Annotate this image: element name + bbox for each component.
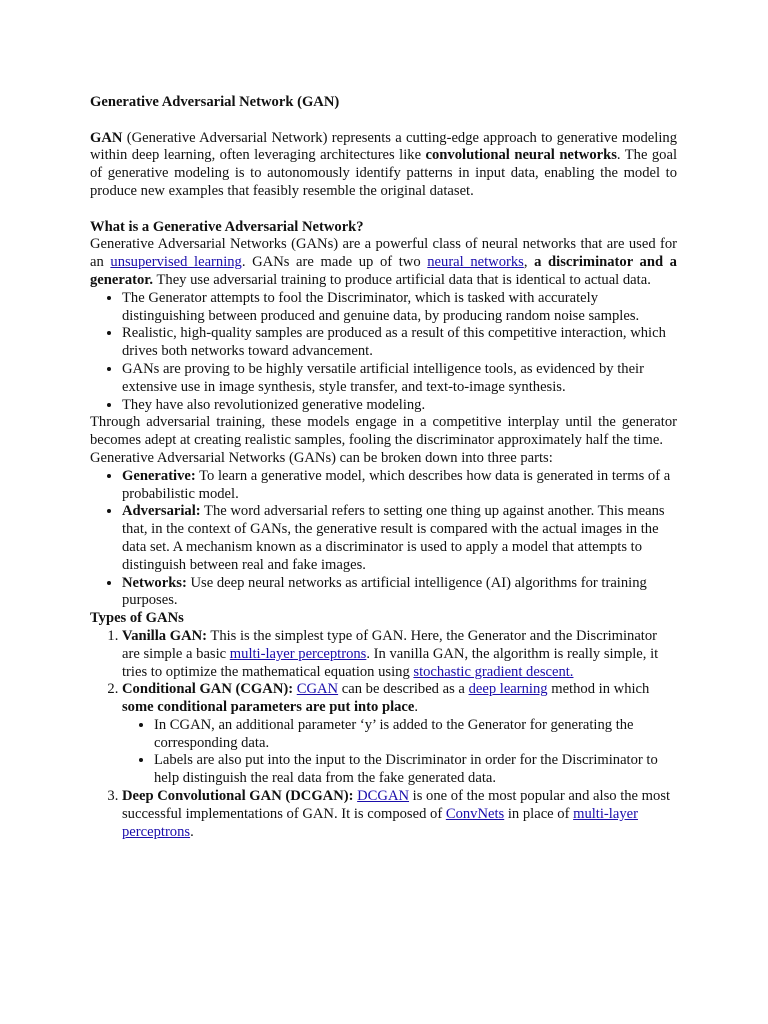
list-item: • Labels are also put into the input to the Discriminator in order for the Discriminator to help distinguish the real data from the fake generated data.	[154, 752, 677, 788]
link-deep-learning[interactable]: deep learning	[468, 681, 548, 698]
what-paragraph: Generative Adversarial Networks (GANs) are a powerful class of neural networks that are used for an unsupervised learning. GANs are made up of two neural networks, a discriminator and a generator. They use adversarial training to produce artificial data that is identical to actual data.	[90, 236, 677, 288]
section-heading-types: Types of GANs	[90, 610, 184, 627]
list-item: • They have also revolutionized generative modeling.	[122, 397, 677, 415]
intro-paragraph: GAN (Generative Adversarial Network) represents a cutting-edge approach to generative modeling within deep learning, often leveraging architectures like convolutional neural networks. The goal of generative modeling is to autonomously identify patterns in input data, enabling the model to produce new examples that feasibly resemble the original dataset.	[90, 129, 678, 199]
list-item: • GANs are proving to be highly versatile artificial intelligence tools, as evidenced by their extensive use in image synthesis, style transfer, and text-to-image synthesis.	[122, 361, 677, 397]
cgan-details-list	[122, 717, 677, 788]
list-item-cgan: 2. Conditional GAN (CGAN): CGAN can be described as a deep learning method in which some conditional parameters are put into place. • In CGAN, an additional parameter ‘y’ is added to the Generator for generating the corresponding data. • Labels are also put into the input to the Discriminator in order for the Discriminator to help distinguish the real data from the fake generated data.	[122, 681, 677, 788]
document-title: Generative Adversarial Network (GAN)	[90, 94, 340, 110]
link-neural-networks[interactable]: neural networks	[427, 254, 524, 271]
gan-types-list	[90, 628, 677, 842]
gan-facts-list	[90, 290, 677, 415]
parts-intro: Generative Adversarial Networks (GANs) can be broken down into three parts:	[90, 449, 553, 466]
list-item: • Realistic, high-quality samples are produced as a result of this competitive interaction, which drives both networks toward advancement.	[122, 325, 677, 361]
link-convnets[interactable]: ConvNets	[445, 805, 505, 822]
list-item-dcgan: 3. Deep Convolutional GAN (DCGAN): DCGAN is one of the most popular and also the most successful implementations of GAN. It is composed of ConvNets in place of multi-layer perceptrons.	[122, 788, 677, 841]
list-item: • The Generator attempts to fool the Discriminator, which is tasked with accurately distinguishing between produced and genuine data, by producing random noise samples.	[122, 290, 677, 326]
list-item-vanilla-gan: 1. Vanilla GAN: This is the simplest type of GAN. Here, the Generator and the Discriminator are simple a basic multi-layer perceptrons. In vanilla GAN, the algorithm is really simple, it tries to optimize the mathematical equation using stochastic gradient descent.	[122, 628, 677, 681]
link-multi-layer-perceptrons[interactable]: multi-layer perceptrons	[229, 645, 367, 662]
gan-parts-list	[90, 468, 677, 610]
link-stochastic-gradient-descent[interactable]: stochastic gradient descent.	[413, 663, 574, 680]
list-item: • In CGAN, an additional parameter ‘y’ is added to the Generator for generating the corresponding data.	[154, 717, 677, 753]
link-unsupervised-learning[interactable]: unsupervised learning	[110, 254, 242, 271]
link-cgan[interactable]: CGAN	[296, 681, 339, 698]
intro-cnn-term: convolutional neural networks	[425, 147, 617, 164]
intro-gan-term: GAN	[90, 129, 123, 146]
section-heading-what: What is a Generative Adversarial Network?	[90, 218, 364, 235]
link-dcgan[interactable]: DCGAN	[357, 788, 410, 805]
list-item: • Networks: Use deep neural networks as artificial intelligence (AI) algorithms for training purposes.	[122, 575, 677, 611]
list-item: • Adversarial: The word adversarial refers to setting one thing up against another. This means that, in the context of GANs, the generative result is compared with the actual images in the data set. A mechanism known as a discriminator is used to apply a model that attempts to distinguish between real and fake images.	[122, 503, 677, 574]
list-item: • Generative: To learn a generative model, which describes how data is generated in terms of a probabilistic model.	[122, 468, 677, 504]
adversarial-training-paragraph: Through adversarial training, these models engage in a competitive interplay until the generator becomes adept at creating realistic samples, fooling the discriminator approximately half the time.	[90, 414, 677, 449]
link-multi-layer-perceptrons-2[interactable]: multi-layer perceptrons	[122, 805, 638, 840]
document-content	[90, 94, 677, 841]
